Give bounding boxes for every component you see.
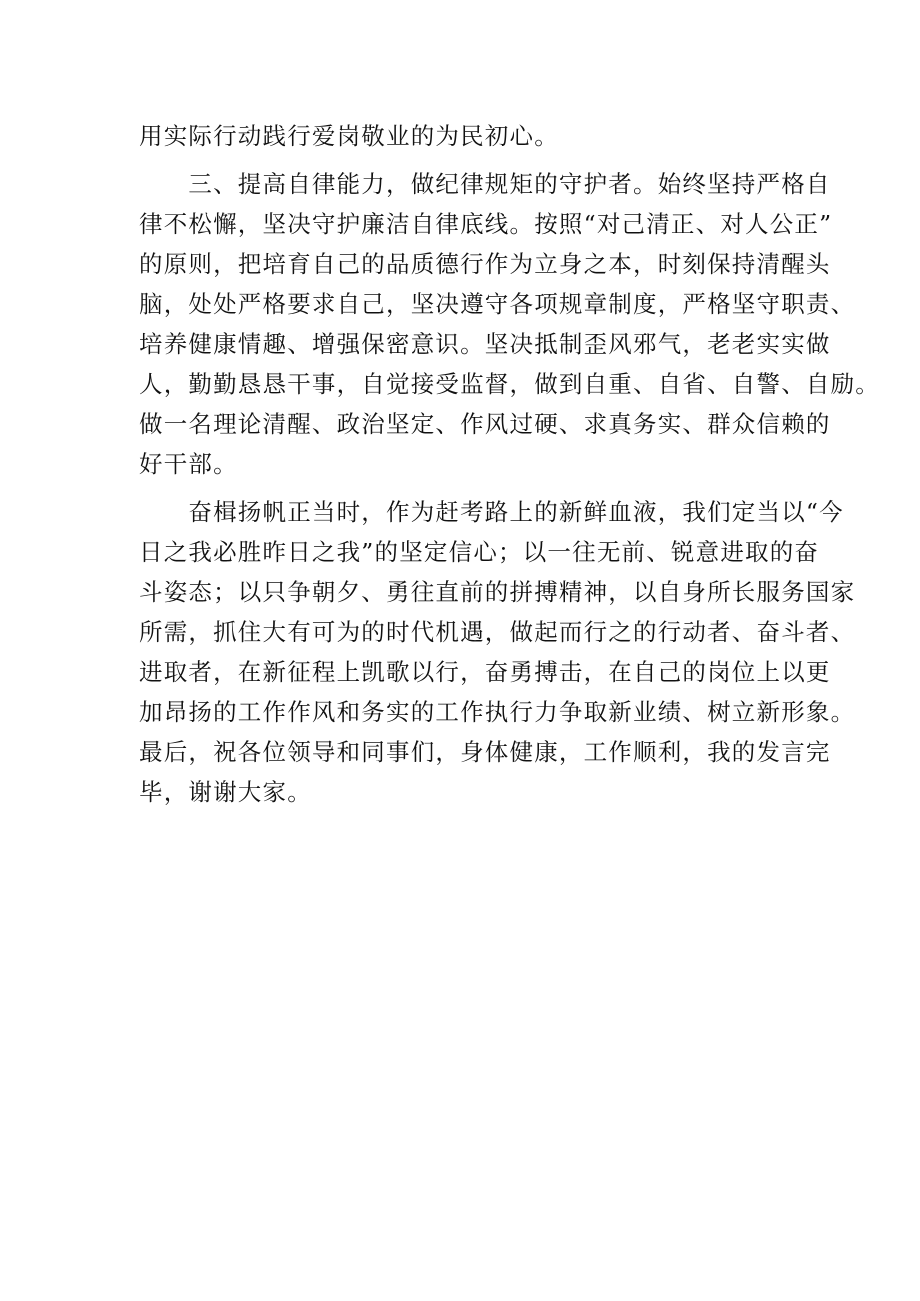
text-line: 脑，处处严格要求自己，坚决遵守各项规章制度，严格坚守职责、 bbox=[139, 290, 856, 318]
text-line: 的原则，把培育自己的品质德行作为立身之本，时刻保持清醒头 bbox=[139, 250, 831, 278]
text-line: 最后，祝各位领导和同事们，身体健康，工作顺利，我的发言完 bbox=[139, 738, 831, 766]
text-line: 毕，谢谢大家。 bbox=[139, 778, 312, 806]
text-line: 做一名理论清醒、政治坚定、作风过硬、求真务实、群众信赖的 bbox=[139, 410, 831, 438]
text-line: 所需，抓住大有可为的时代机遇，做起而行之的行动者、奋斗者、 bbox=[139, 618, 856, 646]
text-line: 斗姿态；以只争朝夕、勇往直前的拼搏精神，以自身所长服务国家 bbox=[139, 578, 856, 606]
text-line: 好干部。 bbox=[139, 450, 238, 478]
document-body bbox=[139, 116, 880, 812]
text-line: 培养健康情趣、增强保密意识。坚决抵制歪风邪气，老老实实做 bbox=[139, 330, 831, 358]
paragraph-2 bbox=[139, 164, 880, 484]
paragraph-3 bbox=[139, 492, 856, 812]
text-line: 人，勤勤恳恳干事，自觉接受监督，做到自重、自省、自警、自励。 bbox=[139, 370, 880, 398]
text-line: 日之我必胜昨日之我”的坚定信心；以一往无前、锐意进取的奋 bbox=[139, 538, 820, 566]
text-line: 进取者，在新征程上凯歌以行，奋勇搏击，在自己的岗位上以更 bbox=[139, 658, 831, 686]
paragraph-1 bbox=[139, 116, 791, 156]
text-line: 律不松懈，坚决守护廉洁自律底线。按照“对己清正、对人公正” bbox=[139, 210, 833, 238]
text-line: 加昂扬的工作作风和务实的工作执行力争取新业绩、树立新形象。 bbox=[139, 698, 856, 726]
text-line: 奋楫扬帆正当时，作为赶考路上的新鲜血液，我们定当以“今 bbox=[139, 498, 844, 526]
text-line: 用实际行动践行爱岗敬业的为民初心。 bbox=[139, 122, 559, 150]
text-line: 三、提高自律能力，做纪律规矩的守护者。始终坚持严格自 bbox=[139, 170, 831, 198]
